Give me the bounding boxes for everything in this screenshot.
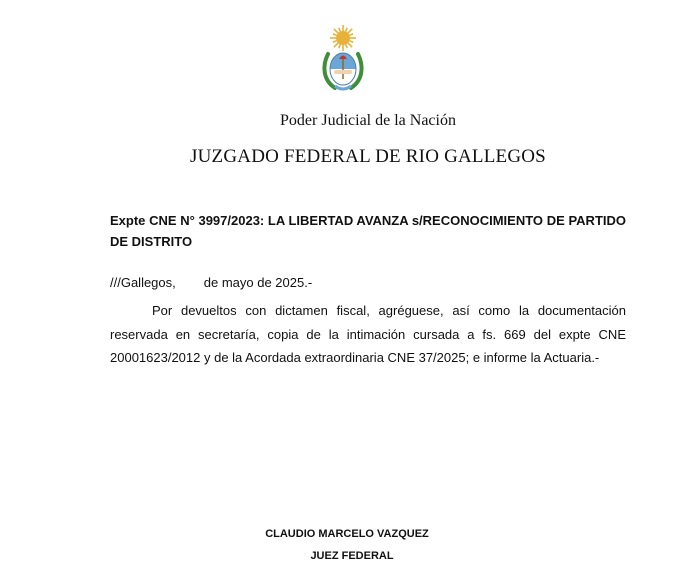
signer-role: JUEZ FEDERAL	[310, 550, 394, 562]
court-name: JUZGADO FEDERAL DE RIO GALLEGOS	[190, 146, 546, 167]
date-text: de mayo de 2025.-	[203, 275, 313, 290]
argentina-coat-of-arms-icon	[319, 24, 367, 94]
signer-name: CLAUDIO MARCELO VAZQUEZ	[265, 528, 429, 540]
body-paragraph: Por devueltos con dictamen fiscal, agréguese, así como la documentación reservada en secretaría, copia de la intimación cursada a fs. 669 del expte CNE 20001623/2012 y de la Acordada extraordinaria CNE 37/2025; e informe la Actuaria.-	[110, 303, 626, 365]
institution-name: Poder Judicial de la Nación	[280, 112, 456, 129]
place-date-line	[110, 273, 312, 293]
place-text: ///Gallegos,	[110, 275, 176, 290]
case-title: Expte CNE N° 3997/2023: LA LIBERTAD AVANZA s/RECONOCIMIENTO DE PARTIDO DE DISTRITO	[110, 213, 626, 249]
